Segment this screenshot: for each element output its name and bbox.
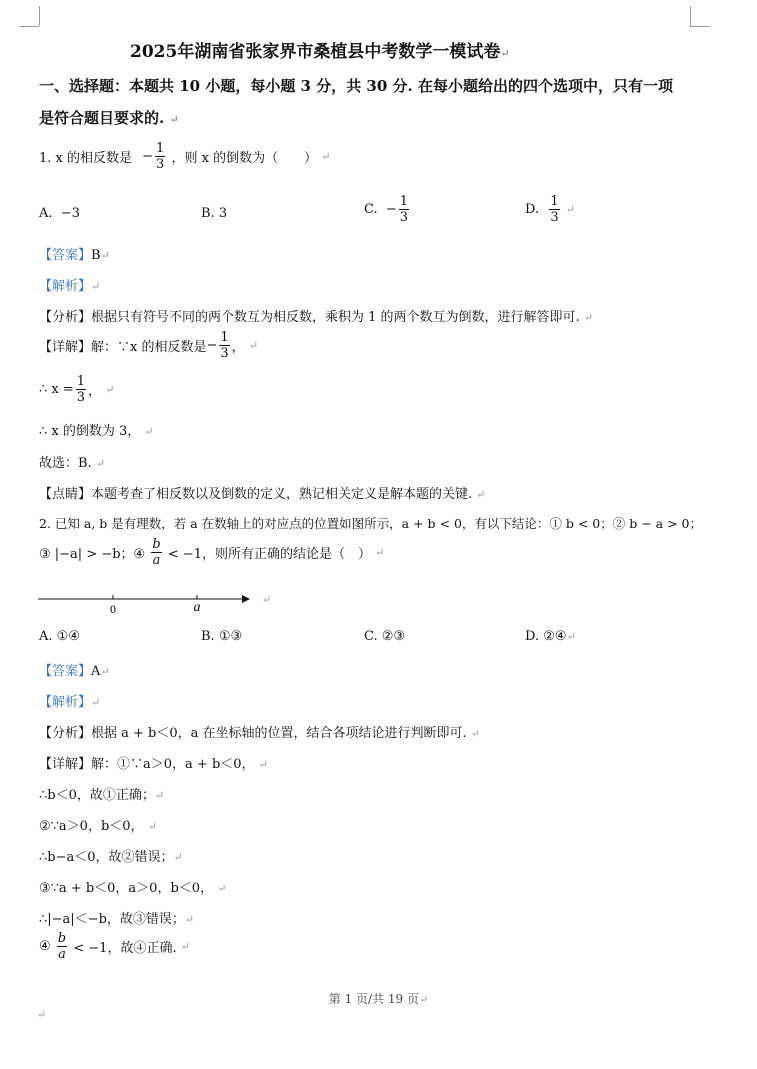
q1-dianjing: 【点睛】本题考查了相反数以及倒数的定义，熟记相关定义是解本题的关键. ↵ [39, 487, 486, 502]
q2-option-d: D. ②④↵ [525, 629, 576, 644]
q1-option-d: D. $\frac{1}{3}$ ↵ [525, 194, 575, 225]
number-line-figure [36, 588, 276, 618]
q1-stem-fraction: $\frac{1}{3}$ [156, 141, 165, 172]
q1-option-a: A. −3 [39, 206, 80, 221]
q2-step-3: ∴b−a＜0，故②错误；↵ [39, 850, 183, 865]
q2-step-6: ④ $\frac{b}{a}$ < −1，故④正确. ↵ [39, 931, 190, 962]
q1-xiangjie: 【详解】解：∵x 的相反数是− $\frac{1}{3}$ ， ↵ [39, 330, 259, 361]
number-line-arrow [242, 595, 250, 603]
q1-answer: 【答案】B↵ [39, 248, 110, 263]
q1-stem: 1. x 的相反数是 − $\frac{1}{3}$ ，则 x 的倒数为（ ） ↵ [39, 141, 331, 172]
number-line-return-mark: ↵ [262, 593, 272, 606]
q1-option-c: C. − $\frac{1}{3}$ [364, 194, 409, 225]
number-line-label-a: a [193, 600, 201, 615]
q2-option-c: C. ②③ [364, 629, 406, 644]
q2-option-b: B. ①③ [201, 629, 243, 644]
q1-analysis-label: 【解析】↵ [39, 279, 101, 294]
page-title: 2025年湖南省张家界市桑植县中考数学一模试卷↵ [130, 42, 510, 62]
section-heading-line2: 是符合题目要求的. ↵ [39, 109, 179, 127]
q1-fenxi: 【分析】根据只有符号不同的两个数互为相反数，乘积为 1 的两个数互为倒数，进行解答即可. ↵ [39, 310, 594, 325]
q2-option-a: A. ①④ [39, 629, 80, 644]
trailing-return-mark: ↵ [37, 1008, 47, 1021]
q2-step-5: ∴|−a|＜−b，故③错误；↵ [39, 912, 195, 927]
page-footer: 第 1 页/共 19 页↵ [328, 992, 429, 1006]
q1-option-b: B. 3 [201, 206, 228, 221]
q2-step-4: ③∵a + b＜0，a＞0，b＜0， ↵ [39, 881, 227, 896]
q2-analysis-label: 【解析】↵ [39, 695, 101, 710]
q2-stem-line1: 2. 已知 a, b 是有理数，若 a 在数轴上的对应点的位置如图所示，a + b < 0，有以下结论：① b < 0；② b − a > 0； [39, 516, 702, 531]
crop-mark-right-v [690, 6, 691, 26]
q2-stem-line2: ③ |−a| > −b；④ $\frac{b}{a}$ < −1，则所有正确的结论是（ ） ↵ [39, 537, 385, 568]
q1-choose: 故选：B. ↵ [39, 456, 106, 471]
section-heading-line1: 一、选择题：本题共 10 小题，每小题 3 分，共 30 分. 在每小题给出的四个选项中，只有一项 [39, 77, 673, 95]
crop-mark-left-h [19, 26, 39, 27]
q2-fenxi: 【分析】根据 a + b＜0，a 在坐标轴的位置，结合各项结论进行判断即可. ↵ [39, 726, 481, 741]
crop-mark-right-h [690, 26, 710, 27]
q2-xiangjie: 【详解】解：①∵a＞0，a + b＜0， ↵ [39, 757, 268, 772]
number-line-label-zero: 0 [110, 602, 116, 616]
q1-step1: ∴ x = $\frac{1}{3}$ ， ↵ [39, 374, 115, 405]
q2-step-1: ∴b＜0，故①正确；↵ [39, 788, 165, 803]
crop-mark-left-v [39, 6, 40, 26]
q1-step2: ∴ x 的倒数为 3， ↵ [39, 424, 154, 439]
q2-step-2: ②∵a＞0，b＜0， ↵ [39, 819, 157, 834]
q2-answer: 【答案】A↵ [39, 664, 110, 679]
